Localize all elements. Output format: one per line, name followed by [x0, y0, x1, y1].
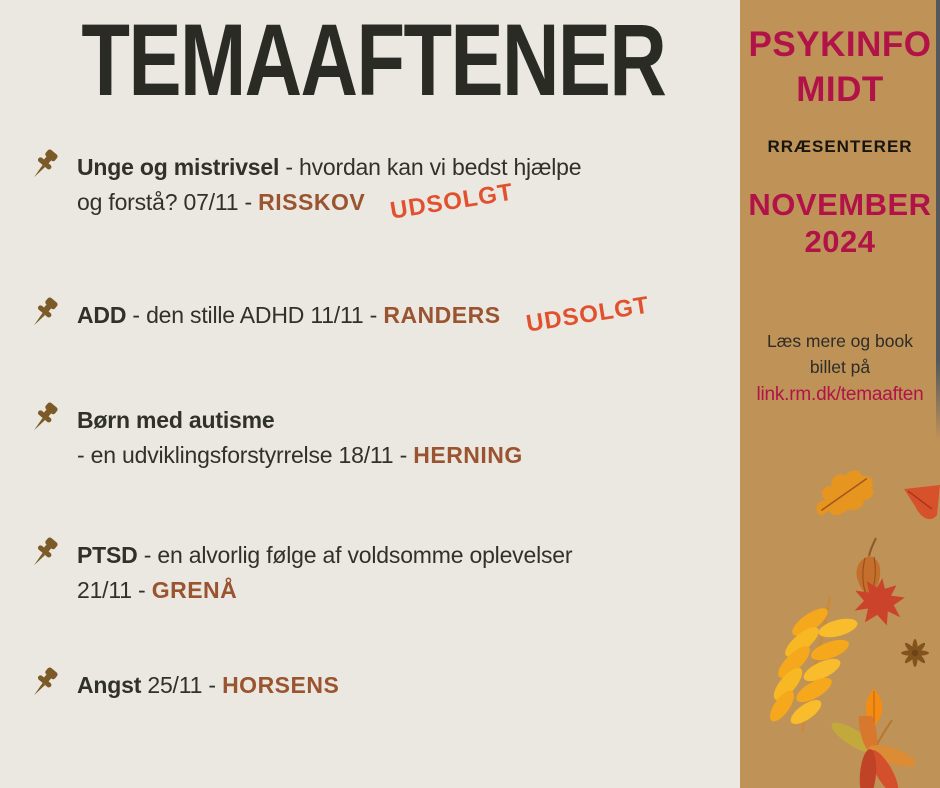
event-line [77, 573, 572, 608]
maple-leaf-icon [848, 576, 910, 633]
event-title: ADD [77, 302, 127, 328]
presents-label: RRÆSENTERER [767, 137, 913, 156]
month-line1: NOVEMBER [748, 187, 932, 222]
pushpin-icon [28, 401, 64, 437]
sidebar [740, 0, 940, 788]
event-location: RISSKOV [258, 189, 366, 215]
event-location: RANDERS [383, 302, 501, 328]
event-item-angst [28, 668, 728, 703]
event-text: - den stille ADHD 11/11 - [126, 302, 384, 328]
event-location: HERNING [413, 442, 523, 468]
event-text: - hvordan kan vi bedst hjælpe [279, 154, 582, 180]
event-title: Angst [77, 672, 142, 698]
month-line2: 2024 [804, 224, 876, 259]
pushpin-icon [28, 536, 64, 572]
event-item-boern-med-autisme [28, 403, 728, 473]
page-title: TEMAAFTENER [81, 3, 666, 117]
cta-text [740, 328, 940, 380]
oak-leaf-icon [810, 466, 882, 527]
month-label [740, 186, 940, 260]
brand-title [740, 22, 940, 112]
event-line [77, 178, 581, 225]
booking-link[interactable]: link.rm.dk/temaaften [756, 384, 924, 405]
event-text: 25/11 - [141, 672, 223, 698]
cta-line1: Læs mere og book [767, 331, 913, 351]
event-line [77, 291, 651, 338]
pushpin-icon [28, 296, 64, 332]
creeper-leaf-icon [826, 716, 918, 788]
rowan-leaf-icon [766, 594, 864, 741]
pushpin-icon [28, 666, 64, 702]
event-item-add [28, 291, 728, 338]
soldout-stamp: UDSOLGT [388, 178, 516, 225]
event-line [77, 538, 572, 573]
pushpin-icon [28, 148, 64, 184]
event-text: - en alvorlig følge af voldsomme oplevelser [137, 542, 573, 568]
event-line [77, 438, 523, 473]
physalis-icon [850, 536, 888, 603]
brand-line2: MIDT [796, 70, 884, 109]
event-location: HORSENS [222, 672, 340, 698]
event-item-ptsd [28, 538, 728, 608]
event-line [77, 668, 339, 703]
event-location: GRENÅ [151, 577, 238, 603]
event-title: Unge og mistrivsel [77, 154, 280, 180]
event-text: og forstå? 07/11 - [77, 189, 259, 215]
cta-line2: billet på [809, 357, 871, 377]
event-text: 21/11 - [77, 577, 152, 603]
event-title: Børn med autisme [77, 407, 275, 433]
orange-leaf-icon [856, 686, 892, 733]
star-anise-icon [896, 634, 934, 677]
red-leaf-fragment-icon [902, 483, 940, 540]
event-title: PTSD [77, 542, 138, 568]
soldout-stamp: UDSOLGT [523, 291, 651, 338]
event-item-unge-og-mistrivsel [28, 150, 728, 225]
event-text: - en udviklingsforstyrrelse 18/11 - [77, 442, 414, 468]
brand-line1: PSYKINFO [748, 25, 932, 64]
event-line [77, 403, 523, 438]
screenshot-edge-artifact [936, 0, 940, 440]
